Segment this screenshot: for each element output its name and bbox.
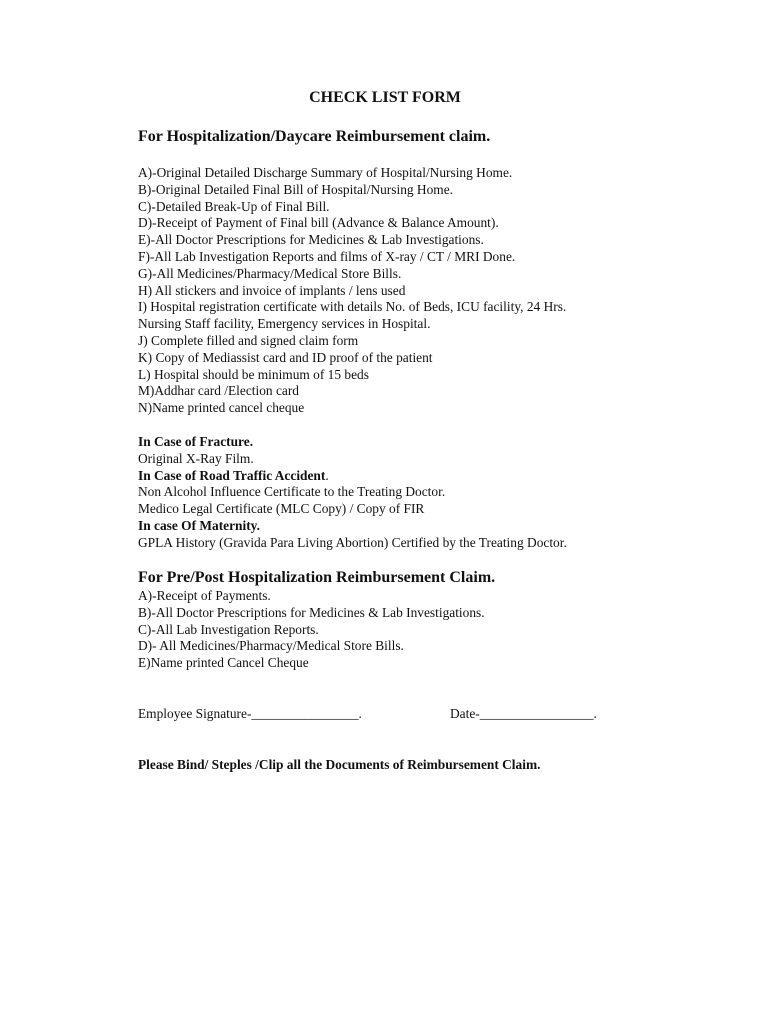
checklist-item: C)-All Lab Investigation Reports. [138, 621, 319, 637]
checklist-item: M)Addhar card /Election card [138, 383, 299, 399]
section-heading-hospitalization: For Hospitalization/Daycare Reimbursement claim. [138, 128, 491, 145]
checklist-item: I) Hospital registration certificate with details No. of Beds, ICU facility, 24 Hrs. [138, 299, 567, 315]
checklist-item: H) All stickers and invoice of implants / lens used [138, 282, 406, 298]
checklist-item: G)-All Medicines/Pharmacy/Medical Store Bills. [138, 265, 402, 281]
hospitalization-checklist [138, 165, 738, 417]
pre-post-checklist [138, 588, 738, 672]
checklist-item: B)-All Doctor Prescriptions for Medicines & Lab Investigations. [138, 604, 485, 620]
checklist-item: Nursing Staff facility, Emergency services in Hospital. [138, 316, 431, 332]
footer-note: Please Bind/ Steples /Clip all the Documents of Reimbursement Claim. [138, 757, 541, 772]
rta-heading: In Case of Road Traffic Accident [138, 467, 326, 483]
maternity-item: GPLA History (Gravida Para Living Abortion) Certified by the Treating Doctor. [138, 534, 567, 550]
checklist-item: F)-All Lab Investigation Reports and films of X-ray / CT / MRI Done. [138, 248, 516, 264]
checklist-item: D)-Receipt of Payment of Final bill (Advance & Balance Amount). [138, 215, 499, 231]
maternity-heading: In case Of Maternity. [138, 517, 260, 533]
signature-row [138, 705, 658, 723]
checklist-item: N)Name printed cancel cheque [138, 400, 305, 416]
checklist-item: L) Hospital should be minimum of 15 beds [138, 366, 369, 382]
special-cases [138, 434, 738, 552]
fracture-heading: In Case of Fracture. [138, 434, 254, 449]
checklist-item: E)-All Doctor Prescriptions for Medicines & Lab Investigations. [138, 232, 484, 248]
employee-signature-field[interactable]: Employee Signature-________________. [138, 706, 362, 721]
checklist-item: J) Complete filled and signed claim form [138, 332, 359, 348]
page-title: CHECK LIST FORM [309, 89, 461, 106]
checklist-item: A)-Original Detailed Discharge Summary of Hospital/Nursing Home. [138, 165, 513, 180]
section-heading-pre-post: For Pre/Post Hospitalization Reimbursement Claim. [138, 569, 496, 586]
checklist-item: C)-Detailed Break-Up of Final Bill. [138, 198, 330, 214]
fracture-item: Original X-Ray Film. [138, 450, 254, 466]
rta-heading-line [138, 468, 738, 485]
checklist-item: B)-Original Detailed Final Bill of Hospital/Nursing Home. [138, 181, 454, 197]
rta-item: Non Alcohol Influence Certificate to the Treating Doctor. [138, 484, 446, 500]
date-field[interactable]: Date-_________________. [450, 706, 597, 721]
checklist-item: A)-Receipt of Payments. [138, 588, 271, 603]
checklist-item: D)- All Medicines/Pharmacy/Medical Store Bills. [138, 638, 404, 654]
checklist-item: E)Name printed Cancel Cheque [138, 655, 309, 671]
checklist-item: K) Copy of Mediassist card and ID proof of the patient [138, 349, 433, 365]
rta-item: Medico Legal Certificate (MLC Copy) / Copy of FIR [138, 501, 425, 517]
rta-heading-period: . [325, 467, 329, 483]
